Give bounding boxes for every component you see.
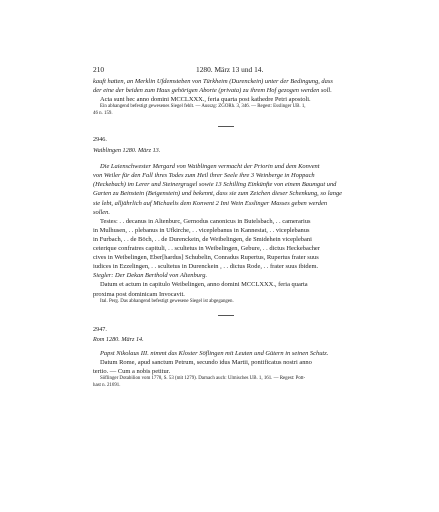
testes-line: ceterique confratres capituli, . . scultetus in Weibelingen, Gebure, . . dictus Heckebacher: [93, 245, 320, 253]
top-text-line: kauft hatten, an Merklin Ufdemsteben von Türkheim (Durenckein) unter der Bedingung, dass: [93, 78, 333, 85]
document-number: 2947.: [93, 326, 107, 333]
testes-line: in Mulhusen, . . plebanus in Ufkirche, . . viceplebanus in Kannestat, . . viceplebanus: [93, 226, 310, 234]
testes-line: cives in Weibelingen, Eber[hardus] Schubelin, Conradus Rupertus, Rupertus frater suus: [93, 254, 319, 262]
previous-document-tail: [93, 77, 359, 117]
top-text-line: der eine der beiden zum Haus gehörigen Aborte (privata) zu ihrem Hof gezogen werden soll.: [93, 87, 332, 95]
source-note: hast n. 21691.: [93, 382, 121, 388]
document-2946: [93, 135, 359, 305]
testes-line: iudices in Ezzelingen, . . scultetus in Durenckein , . . dictus Rode, . . frater suus ibidem.: [93, 263, 319, 271]
document-2947: [93, 325, 359, 389]
summary-line: Garten zu Beinstein (Beigenstein) und bekennt, dass sie zum Zeichen dieser Schenkung, so lange: [93, 190, 343, 198]
divider: [93, 126, 359, 127]
datum-line: Datum Rome, apud sanctum Petrum, secundo idus Martii, pontificatus nostri anno: [100, 359, 312, 367]
siegler-line: Siegler: Der Dekan Berthold von Altenburg.: [93, 272, 208, 280]
document-place-date: Rom 1280. März 14.: [93, 336, 144, 344]
testes-list: [93, 217, 359, 272]
document-place-date: Waiblingen 1280. März 13.: [93, 147, 161, 155]
summary-line: sie lebt, alljährlich auf Michaelis dem Konvent 2 Imi Wein Esslinger Masses geben werden: [93, 199, 328, 207]
testes-line: in Furbach, . . de Böch, . . de Durenckein, de Weibelingen, de Smidehein viceplebani: [93, 235, 312, 243]
source-note: Söflinger Dotabilion vom 1778, S. 53 (mit 1279). Darnach auch: Ulmisches UB. 1, 161. — Regest: Pott-: [100, 376, 306, 382]
summary-line: sollen.: [93, 208, 110, 216]
summary-line: Die Laienschwester Mergard von Waiblingen vermacht der Priorin und dem Konvent: [100, 163, 320, 171]
datum-line: proxima post dominicam Invocavit.: [93, 290, 185, 298]
source-note: Ein abhangend befestigt gewesenes Siegel fehlt. — Ausszg: ZGORh. 3, 346. — Regest: Esslinger UB. 1,: [100, 104, 306, 110]
datum-line: Datum et actum in capitulo Weibelingen, anno domini MCCLXXX., feria quarta: [100, 281, 308, 289]
summary-line: (Heckebach) im Lerer und Steinergrugel sowie 13 Schilling Einkünfte von einem Baumgut und: [93, 181, 337, 189]
summary-line: von Weiler für den Fall ihres Todes zum Heil ihrer Seele ihre 3 Weinberge in Hoppach: [93, 172, 315, 180]
document-number: 2946.: [93, 136, 107, 143]
summary-line: Papst Nikolaus III. nimmt das Kloster Söflingen mit Leuten und Gütern in seinen Schutz.: [100, 350, 329, 358]
document-summary: [93, 162, 359, 217]
datum-line: tertio. — Cum a nobis petitur.: [93, 368, 171, 376]
source-note: 46 n. 159.: [93, 110, 113, 116]
page-number: 210: [93, 65, 105, 74]
acta-line: Acta sunt hec anno domini MCCLXXX., feria quarta post kathedre Petri apostoli.: [100, 96, 311, 104]
source-note: Ital. Perg. Das abhangend befestigt gewesene Siegel ist abgegangen.: [100, 298, 234, 304]
divider: [93, 315, 359, 316]
testes-line: Testes: . . decanus in Altenburc, Gernodus canonicus in Butelsbach, . . camerarius: [100, 217, 311, 225]
running-title: 1280. März 13 und 14.: [196, 65, 264, 74]
